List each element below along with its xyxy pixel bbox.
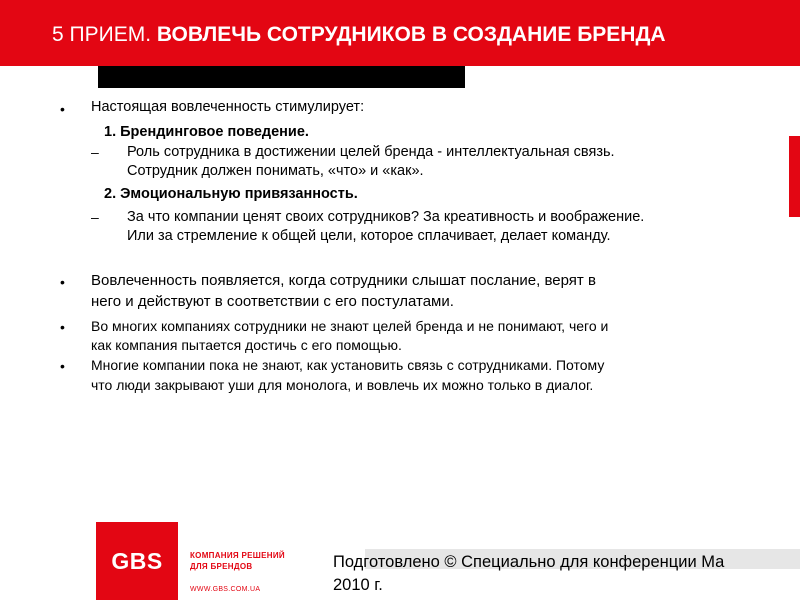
item2-dash-line2: Или за стремление к общей цели, которое сплачивает, делает команду. (127, 228, 611, 244)
bullet2-line1: Вовлеченность появляется, когда сотрудники слышат послание, верят в (91, 272, 596, 289)
bullet3-line2: как компания пытается достичь с его помощью. (91, 337, 402, 353)
logo-url: WWW.GBS.COM.UA (190, 586, 261, 593)
gbs-logo (96, 522, 178, 600)
logo-tagline-line2: ДЛЯ БРЕНДОВ (190, 562, 253, 571)
bullet4-line1: Многие компании пока не знают, как установить связь с сотрудниками. Потому (91, 357, 605, 373)
footer-credit (333, 551, 724, 597)
logo-tagline-line1: КОМПАНИЯ РЕШЕНИЙ (190, 551, 285, 560)
bullet2-line2: него и действуют в соответствии с его постулатами. (91, 293, 454, 310)
intro-text: Настоящая вовлеченность стимулирует: (91, 99, 365, 115)
header-black-bar (98, 66, 465, 88)
item2-title: 2. Эмоциональную привязанность. (104, 186, 358, 202)
logo-mark: GBS (111, 547, 163, 574)
logo-tagline (190, 550, 285, 572)
bullet3-line1: Во многих компаниях сотрудники не знают целей бренда и не понимают, чего и (91, 318, 609, 334)
bullet-icon: • (60, 101, 65, 117)
slide-title: ВОВЛЕЧЬ СОТРУДНИКОВ В СОЗДАНИЕ БРЕНДА (156, 23, 666, 46)
footer-line2: 2010 г. (333, 576, 383, 594)
slide-header (0, 0, 800, 66)
dash-icon: – (91, 144, 99, 160)
item1-dash-line2: Сотрудник должен понимать, «что» и «как». (127, 163, 424, 179)
bullet-icon: • (60, 274, 65, 290)
item1-title: 1. Брендинговое поведение. (104, 124, 309, 140)
right-edge-red-mark (789, 136, 800, 217)
slide-number: 5 ПРИЕМ. (52, 23, 152, 46)
dash-icon: – (91, 209, 99, 225)
bullet-icon: • (60, 358, 65, 374)
bullet-icon: • (60, 319, 65, 335)
item1-dash-line1: Роль сотрудника в достижении целей бренда - интеллектуальная связь. (127, 144, 615, 160)
footer-line1: Подготовлено © Специально для конференции Ма (333, 553, 725, 571)
item2-dash-line1: За что компании ценят своих сотрудников? За креативность и воображение. (127, 209, 645, 225)
bullet4-line2: что люди закрывают уши для монолога, и вовлечь их можно только в диалог. (91, 377, 594, 393)
